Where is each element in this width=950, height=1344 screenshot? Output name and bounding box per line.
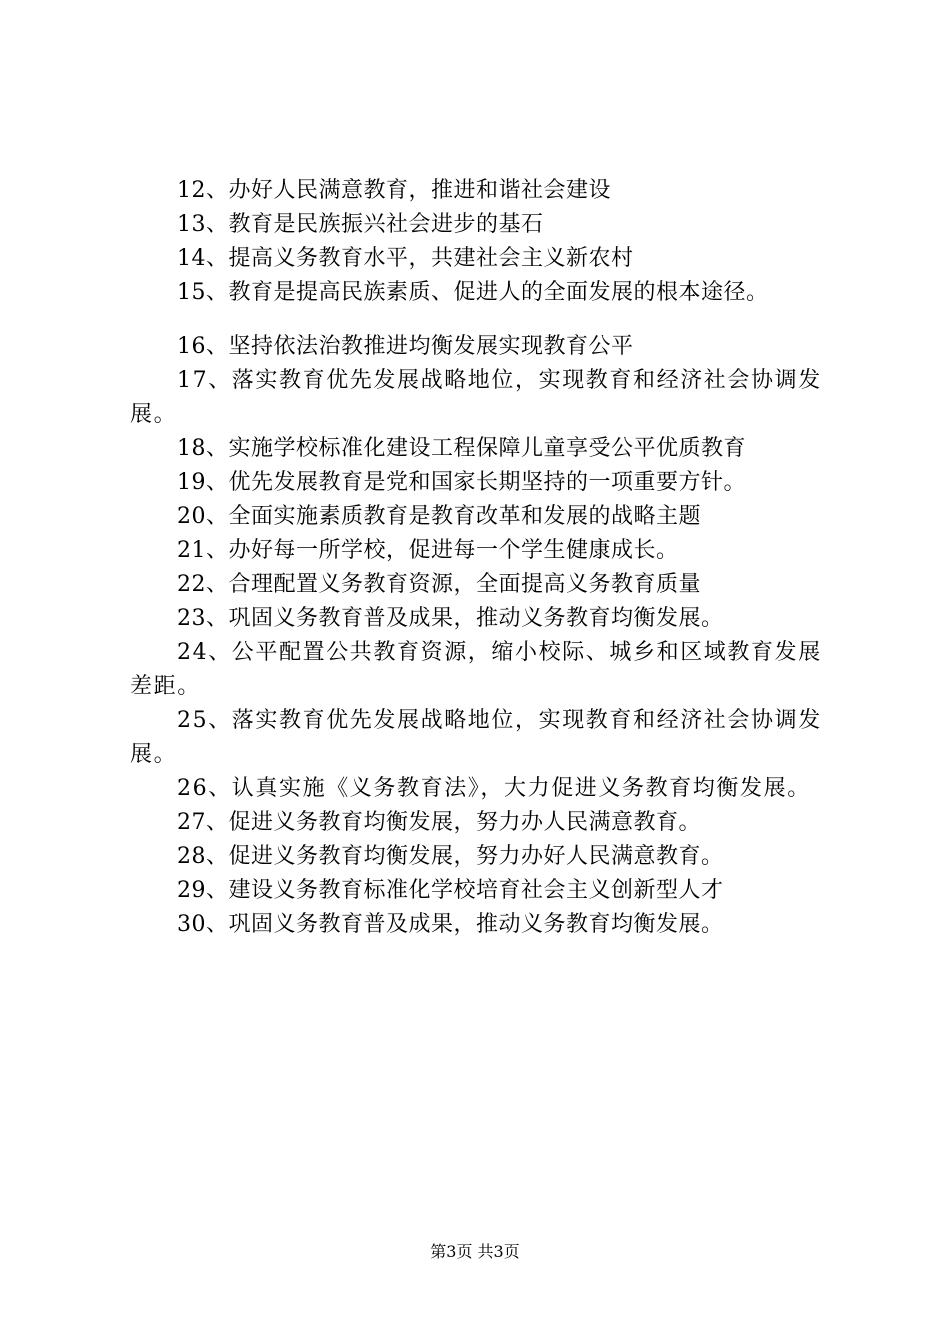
list-item: 15、教育是提高民族素质、促进人的全面发展的根本途径。: [177, 280, 769, 305]
list-item: 28、促进义务教育均衡发展，努力办好人民满意教育。: [177, 844, 724, 869]
list-item: 12、办好人民满意教育，推进和谐社会建设: [177, 178, 611, 203]
page-footer: 第3页 共3页: [430, 1242, 520, 1261]
list-item: 21、办好每一所学校，促进每一个学生健康成长。: [177, 538, 679, 563]
list-item: 22、合理配置义务教育资源，全面提高义务教育质量: [177, 572, 701, 597]
slogan-list: [130, 174, 840, 942]
list-item: 18、实施学校标准化建设工程保障儿童享受公平优质教育: [177, 436, 746, 461]
list-item: 24、公平配置公共教育资源，缩小校际、城乡和区域教育发展差距。: [130, 640, 822, 699]
list-item: 30、巩固义务教育普及成果，推动义务教育均衡发展。: [177, 912, 724, 937]
list-item: 19、优先发展教育是党和国家长期坚持的一项重要方针。: [177, 470, 746, 495]
list-item: 25、落实教育优先发展战略地位，实现教育和经济社会协调发展。: [130, 708, 822, 767]
list-item: 13、教育是民族振兴社会进步的基石: [177, 212, 544, 237]
list-item: 26、认真实施《义务教育法》，大力促进义务教育均衡发展。: [177, 776, 811, 801]
paragraph-gap: [130, 310, 840, 330]
list-item: 14、提高义务教育水平，共建社会主义新农村: [177, 246, 634, 271]
list-item: 17、落实教育优先发展战略地位，实现教育和经济社会协调发展。: [130, 368, 822, 427]
list-item: 16、坚持依法治教推进均衡发展实现教育公平: [177, 334, 634, 359]
list-item: 23、巩固义务教育普及成果，推动义务教育均衡发展。: [177, 606, 724, 631]
list-item: 27、促进义务教育均衡发展，努力办人民满意教育。: [177, 810, 701, 835]
list-item: 29、建设义务教育标准化学校培育社会主义创新型人才: [177, 878, 724, 903]
list-item: 20、全面实施素质教育是教育改革和发展的战略主题: [177, 504, 701, 529]
